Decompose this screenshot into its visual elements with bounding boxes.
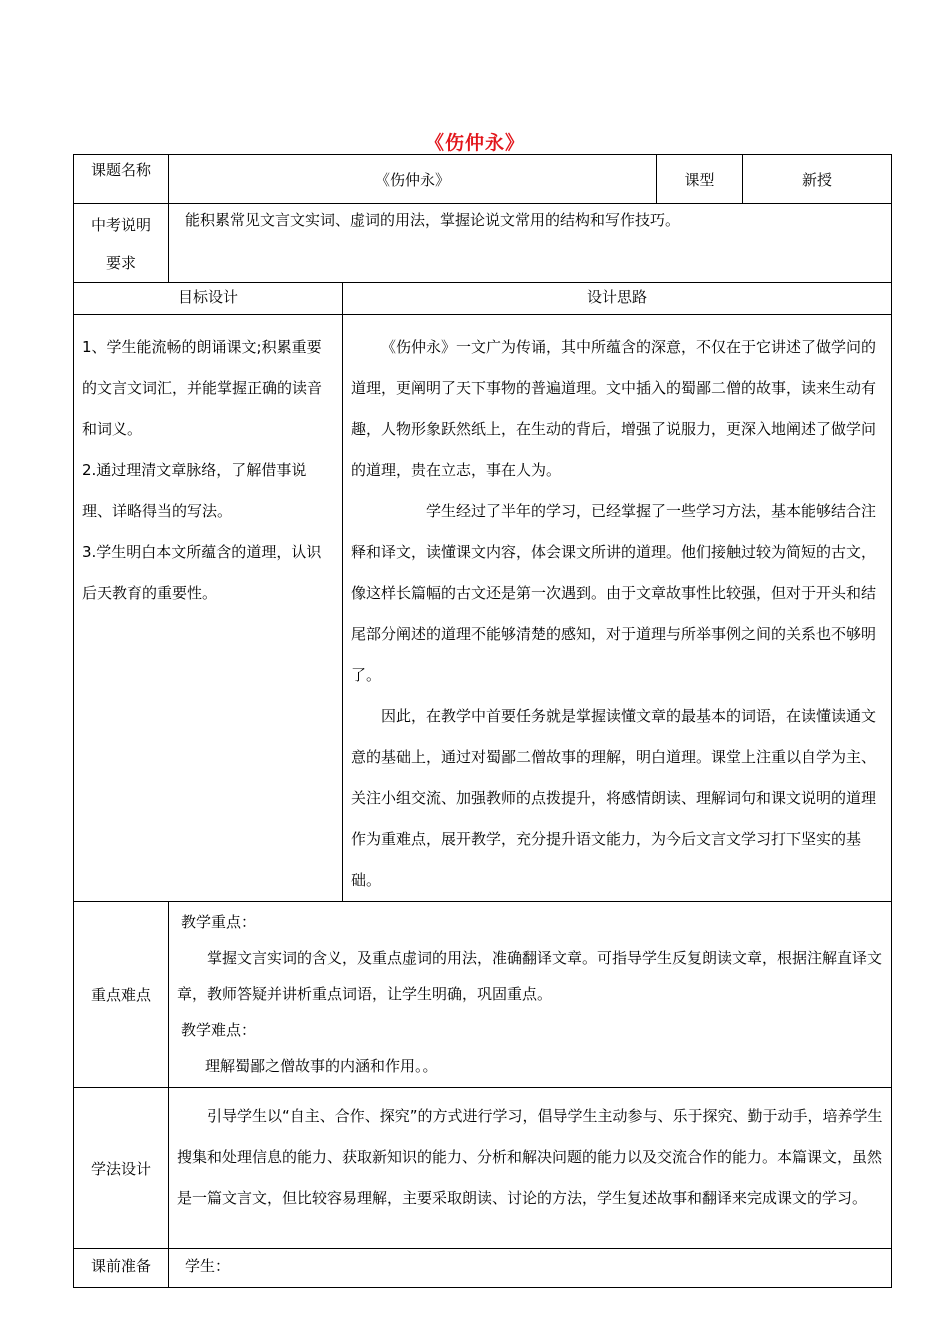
approach-paragraph: 学生经过了半年的学习，已经掌握了一些学习方法，基本能够结合注释和译文，读懂课文内容，体会课文所讲的道理。他们接触过较为简短的古文，像这样长篇幅的古文还是第一次遇到。由于文章故事性比较强，但对于开头和结尾部分阐述的道理不能够清楚的感知，对于道理与所举事例之间的关系也不够明了。 (351, 502, 877, 684)
prep-label-cell (74, 1249, 169, 1288)
prep-text: 学生： (185, 1257, 231, 1275)
exam-requirement-label-cell (74, 204, 169, 283)
keypoints-label: 重点难点 (90, 986, 151, 1004)
document-title: 《伤仲永》 (424, 132, 525, 154)
goals-header-cell (74, 283, 343, 315)
type-label: 课型 (684, 170, 715, 189)
lesson-plan-table (73, 154, 892, 1288)
prep-label: 课前准备 (90, 1257, 151, 1275)
topic-label-cell (74, 155, 169, 204)
type-value-cell (743, 155, 892, 204)
keypoints-label-cell (74, 902, 169, 1088)
method-label-cell (74, 1088, 169, 1249)
method-row (74, 1088, 892, 1249)
type-label-cell (657, 155, 743, 204)
keypoints-content-cell (169, 902, 892, 1088)
method-label: 学法设计 (90, 1159, 151, 1178)
goal-item: 3.学生明白本文所蕴含的道理，认识后天教育的重要性。 (82, 543, 322, 602)
goals-header: 目标设计 (177, 288, 238, 306)
topic-row (74, 155, 892, 204)
topic-label: 课题名称 (90, 161, 151, 179)
goal-item: 2.通过理清文章脉络，了解借事说理、详略得当的写法。 (82, 461, 307, 520)
keypoints-row (74, 902, 892, 1088)
goals-cell (74, 315, 343, 902)
approach-header: 设计思路 (587, 288, 648, 306)
prep-content-cell (169, 1249, 892, 1288)
method-text: 引导学生以“自主、合作、探究”的方式进行学习，倡导学生主动参与、乐于探究、勤于动手，培养学生搜集和处理信息的能力、获取新知识的能力、分析和解决问题的能力以及交流合作的能力。本篇课文，虽然是一篇文言文，但比较容易理解，主要采取朗读、讨论的方法，学生复述故事和翻译来完成课文的学习。 (177, 1107, 883, 1207)
approach-paragraph: 《伤仲永》一文广为传诵，其中所蕴含的深意，不仅在于它讲述了做学问的道理，更阐明了天下事物的普遍道理。文中插入的蜀鄙二僧的故事，读来生动有趣，人物形象跃然纸上，在生动的背后，增强了说服力，更深入地阐述了做学问的道理，贵在立志，事在人为。 (351, 338, 877, 479)
focus-title: 教学重点： (181, 913, 257, 931)
prep-row (74, 1249, 892, 1288)
approach-header-cell (343, 283, 892, 315)
difficulty-title: 教学难点： (181, 1021, 257, 1039)
exam-requirement-label-line2: 要求 (105, 254, 136, 272)
exam-requirement-row (74, 204, 892, 283)
exam-requirement-content-cell (169, 204, 892, 283)
focus-text: 掌握文言实词的含义，及重点虚词的用法，准确翻译文章。可指导学生反复朗读文章，根据注解直译文章，教师答疑并讲析重点词语，让学生明确，巩固重点。 (177, 949, 883, 1003)
exam-requirement-text: 能积累常见文言文实词、虚词的用法，掌握论说文常用的结构和写作技巧。 (185, 211, 681, 229)
approach-cell (343, 315, 892, 902)
topic-value-cell (169, 155, 657, 204)
section-header-row (74, 283, 892, 315)
type-value: 新授 (802, 170, 833, 189)
method-content-cell (169, 1088, 892, 1249)
goal-item: 1、学生能流畅的朗诵课文;积累重要的文言文词汇，并能掌握正确的读音和词义。 (82, 338, 323, 438)
exam-requirement-label-line1: 中考说明 (90, 216, 151, 234)
topic-value: 《伤仲永》 (375, 170, 451, 189)
goals-approach-row (74, 315, 892, 902)
approach-paragraph: 因此，在教学中首要任务就是掌握读懂文章的最基本的词语，在读懂读通文意的基础上，通过对蜀鄙二僧故事的理解，明白道理。课堂上注重以自学为主、关注小组交流、加强教师的点拨提升，将感情朗读、理解词句和课文说明的道理作为重难点，展开教学，充分提升语文能力，为今后文言文学习打下坚实的基础。 (351, 707, 877, 889)
difficulty-text: 理解蜀鄙之僧故事的内涵和作用。。 (205, 1057, 438, 1075)
